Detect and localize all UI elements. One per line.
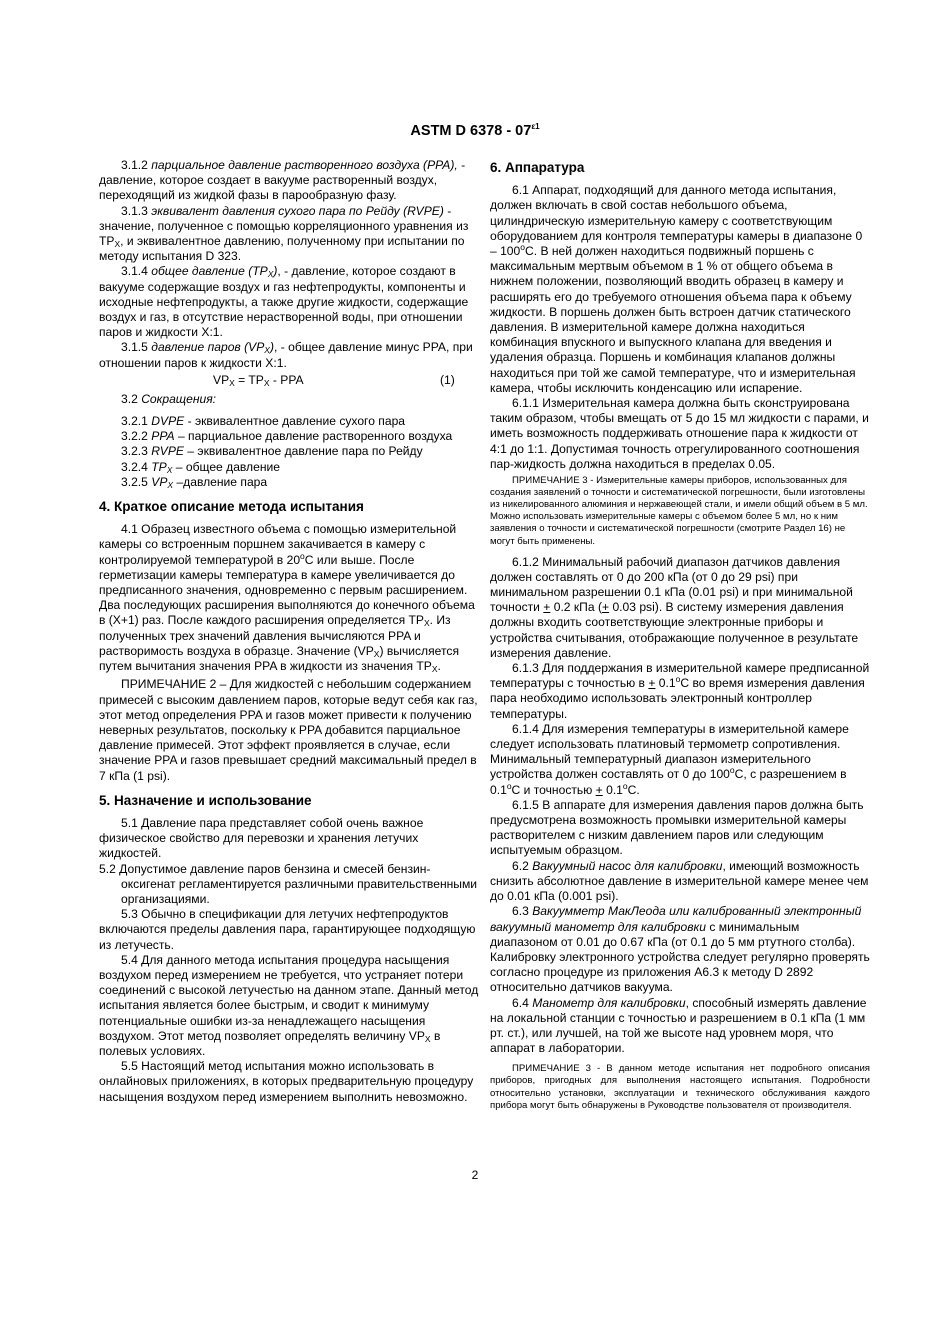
para-5-5: 5.5 Настоящий метод испытания можно использовать в онлайновых приложениях, в которых предварительную процедуру насыщения воздухом перед измерением выполнить невозможно. [99,1059,474,1104]
page-number: 2 [471,1168,479,1182]
para-number: 3.2.2 [121,429,152,444]
section-heading-5: 5. Назначение и использование [99,792,312,808]
para-text: C. В ней должен находиться подвижный поршень с максимальным мертвым объемом в 1 % от общего объема в нижнем положении, позволяющий вводить образец в камеру и расширять его до требуемого отношения объема пара к объему жидкости. В поршень должен быть встроен датчик статического давления. В измерительной камере должна находиться комбинация впускного и выпускного клапана для введения и удаления образца. Поршень и комбинация клапанов должны находиться при той же самой температуре, что и измерительная камера, чтобы исключить конденсацию или испарение. [490,244,856,395]
para-text: - значение, полученное с помощью корреляционного уравнения из TP [99,203,469,249]
para-number: 3.1.2 [121,158,152,172]
abbr-item [99,460,479,475]
para-number: 3.2.1 [121,414,152,429]
term-text: ) [273,264,278,279]
para-3-1-5 [99,340,479,370]
para-text: 6.1.4 Для измерения температуры в измерительной камере следует использовать платиновый термометр сопротивления. Минимальный температурный диапазон измерительного устройства должен составлять от 0 до 100 [490,721,849,782]
abbr-item [99,429,479,444]
superscript: o [675,674,681,685]
right-column [490,158,870,1112]
para-6-1-5: 6.1.5 В аппарате для измерения давления паров должна быть предусмотрена возможность промывки измерительной камеры растворителем с низким давлением паров или следующим испытуемым образцом. [490,797,864,858]
eq-part: - PPA [269,372,304,387]
para-text: . [437,659,441,674]
section-heading-6: 6. Аппаратура [490,160,585,175]
para-text: , - общее давление минус PPA, при отношении паров к жидкости X:1. [99,340,473,370]
para-text: 6.1.3 Для поддержания в измерительной камере предписанной температуры с точностью в [490,661,870,691]
para-6-3 [490,904,870,995]
para-text: 6.1.2 Минимальный рабочий диапазон датчиков давления должен составлять от 0 до 200 кПа (от 0 до 29 psi) при минимальном разрешении 0.1 кПа (0.01 psi) и при минимальной точности [490,554,853,615]
para-number: 3.1.4 [121,264,152,279]
para-text: с минимальным диапазоном от 0.01 до 0.67 кПа (от 0.1 до 5 мм ртутного столба). Калибровку электронного устройства следует регулярно проверять согласно процедуре из приложения A6.3 к методу D 2892 относительно датчиков вакуума. [490,919,870,995]
para-number: 3.2.4 [121,459,152,474]
para-text: 0.2 кПа ( [550,600,602,615]
para-number: 3.1.3 [121,203,152,218]
subscript: X [431,664,438,675]
term [151,475,173,489]
term-text: TP [151,459,167,474]
para-6-1 [490,183,870,396]
equation-number: (1) [440,372,455,387]
para-4-1 [99,522,479,674]
para-text: - эквивалентное давление сухого пара [184,414,406,429]
subscript: X [166,464,173,475]
para-text: C или выше. После герметизации камеры температура в камере увеличивается до предписанного значения, одновременно с первым расширением. Два последующих расширения выполняются до конечного объема в (X+1) раз. После каждого расширения определяется TP [99,552,475,628]
left-column [99,158,479,1105]
term: DVPE [151,414,185,429]
para-text: – парциальное давление растворенного воздуха [174,429,453,444]
para-text: 0.03 psi). В систему измерения давления должны входить соответствующие электронные приборы и устройства считывания, отображающие полученное в результате измерения давление. [490,600,859,660]
abbr-item [99,414,479,429]
para-text: – общее давление [172,459,281,474]
term-text: ) [269,340,274,355]
subscript: X [263,377,270,388]
para-5-3: 5.3 Обычно в спецификации для летучих нефтепродуктов включаются пределы давления пара, гарантирующее подходящую из летучесть. [99,907,476,952]
para-text: . Из полученных трех значений давления вычисляются PPA и растворимость воздуха в образце. Значение (VP [99,613,451,658]
abbreviations-list [99,414,479,490]
term: PPA [151,429,175,444]
para-text: – эквивалентное давление пара по Рейду [183,444,423,459]
term: Сокращения: [141,391,217,406]
para-text: , способный измерять давление на локальной станции с точностью и разрешением в 0.1 кПа (1 мм рт. ст.), или лучшей, на той же высоте над уровнем моря, что аппарат в лаборатории. [490,995,867,1056]
para-text: C. [627,782,640,797]
note-2: ПРИМЕЧАНИЕ 2 – Для жидкостей с небольшим содержанием примесей с высоким давлением паров, которые ведут себя как газ, этот метод определения PPA и газов может привести к получению неверных результатов, поскольку к PPA добавится парциальное давление примесей. Этот эффект проявляется в случае, если значение PPA и газов превышает средний максимальный предел в 7 кПа (1 psi). [99,677,478,783]
para-number: 3.1.5 [121,340,152,355]
para-text: 6.1 Аппарат, подходящий для данного метода испытания, должен включать в свой состав небольшого объема, цилиндрическую измерительную камеру с соответствующим оборудованием для контроля температуры камеры в диапазоне 0 – 100 [490,183,863,259]
para-text: C, с разрешением в 0.1 [490,767,847,797]
para-number: 6.4 [512,995,533,1010]
note-3-instruments: ПРИМЕЧАНИЕ 3 - В данном методе испытания нет подробного описания приборов, пригодных для выполнения настоящего испытания. Подробности относительно установки, эксплуатации и технического обслуживания каждого прибора могут быть обнаружены в Руководстве пользователя от производителя. [490,1063,870,1111]
title-superscript: ε1 [531,122,540,132]
term: парциальное давление растворенного воздуха (PPA), [151,158,458,172]
para-3-1-2 [99,158,479,204]
document-title: ASTM D 6378 - 07 [410,123,532,139]
para-text: , и эквивалентное давлению, полученному при испытании по методу испытания D 323. [99,234,465,264]
para-text: 5.4 Для данного метода испытания процедура насыщения воздухом перед измерением не требуется, что устраняет потери соединений с высокой летучестью на данном этапе. Данный метод испытания является более быстрым, и сводит к минимуму потенциальные ошибки из-за ненадлежащего насыщения воздухом. Этот метод позволяет определять величину VP [99,952,479,1043]
para-number: 3.2.3 [121,444,152,459]
subscript: X [373,648,380,659]
term: Манометр для калибровки [532,995,686,1010]
term: Вакуумный насос для калибровки [532,858,723,873]
para-6-1-3 [490,661,870,722]
subscript: X [264,345,270,356]
superscript: o [300,550,305,561]
note-3-chambers: ПРИМЕЧАНИЕ 3 - Измерительные камеры приборов, использованных для создания заявлений о точности и систематической погрешности, были изготовлены из никелированного алюминия и нержавеющей стали, и имели общий объем в 5 мл. Можно использовать измерительные камеры с объемом более 5 мл, но к ним заявления о точности и систематической погрешности (смотрите Раздел 16) не могут быть применены. [490,475,868,547]
term-text: общее давление (TP [151,264,268,279]
subscript: X [267,269,274,280]
abbr-item [99,475,479,490]
term-text: VP [151,474,168,489]
superscript: o [622,780,628,791]
page-header [0,123,950,139]
term [151,460,172,474]
para-3-1-3 [99,204,479,265]
para-text: - давление, которое создает в вакууме растворенный воздух, переходящий из жидкой фазы в парообразную фазу. [99,158,466,203]
para-5-1: 5.1 Давление пара представляет собой очень важное физическое свойство для перевозки и хранения летучих жидкостей. [99,815,424,861]
subscript: X [229,377,235,388]
term [151,340,274,354]
para-text: , имеющий возможность снизить абсолютное давление в измерительной камере менее чем до 0.01 кПа (0.001 psi). [490,858,869,904]
superscript: o [520,241,525,252]
para-6-4 [490,996,870,1057]
para-3-2 [99,392,479,407]
para-6-2 [490,859,870,905]
para-number: 6.3 [512,904,533,919]
superscript: o [729,765,735,776]
para-text: C и точностью [511,782,596,797]
term-text: давление паров (VP [151,340,265,355]
para-3-1-4 [99,264,479,340]
para-text: 0.1 [602,782,623,797]
para-number: 3.2 [121,391,142,406]
para-text: C во время измерения давления пара необходимо использовать электронный контроллер температуры. [490,676,865,721]
superscript: o [506,780,512,791]
abbr-item [99,444,479,459]
para-text: в полевых условиях. [99,1028,441,1058]
term: RVPE [151,444,184,459]
subscript: X [423,618,430,629]
plus-minus: + [602,600,610,615]
equation-formula [213,373,304,388]
term: Вакуумметр МакЛеода или калиброванный электронный вакуумный манометр для калибровки [490,904,862,934]
para-text: ) вычисляется путем вычитания значения PPA в жидкости из значения TP [99,643,459,674]
para-text: , - давление, которое создают в вакууме содержащие воздух и газ нефтепродукты, компоненты и исходные нефтепродукты, а также другие жидкости, содержащие воздух и газ, в отсутствие нерастворенной воды, при отношении паров и жидкости X:1. [99,264,469,340]
subscript: X [114,239,121,250]
para-text: 4.1 Образец известного объема с помощью измерительной камеры со встроенным поршнем закачивается в камеру с контролируемой температурой в 20 [99,522,457,567]
plus-minus: + [543,600,551,615]
para-6-1-4 [490,722,870,798]
equation-1 [99,372,479,389]
para-5-2: 5.2 Допустимое давление паров бензина и смесей бензин-оксигенат регламентируется различными правительственными организациями. [99,861,478,906]
term [151,264,277,278]
eq-part: VP [213,372,230,387]
section-heading-4: 4. Краткое описание метода испытания [99,499,364,515]
para-text: –давление пара [173,474,268,489]
subscript: X [424,1033,431,1044]
para-number: 3.2.5 [121,474,152,489]
subscript: X [167,479,174,490]
para-number: 6.2 [512,858,533,873]
para-5-4 [99,953,479,1059]
plus-minus: + [648,676,656,691]
para-6-1-1: 6.1.1 Измерительная камера должна быть сконструирована таким образом, чтобы вмещать от 5 до 15 мл жидкости с парами, и иметь возможность поддерживать отношение пара к жидкости от 4:1 до 1:1. Допустимая точность отрегулированного соотношения пар-жидкость должна находиться в пределах 0.05. [490,396,869,471]
para-text: 0.1 [655,676,676,691]
eq-part: = TP [234,372,264,387]
plus-minus: + [595,782,603,797]
term: эквивалент давления сухого пара по Рейду (RVPE) [151,203,444,218]
para-6-1-2 [490,555,870,661]
